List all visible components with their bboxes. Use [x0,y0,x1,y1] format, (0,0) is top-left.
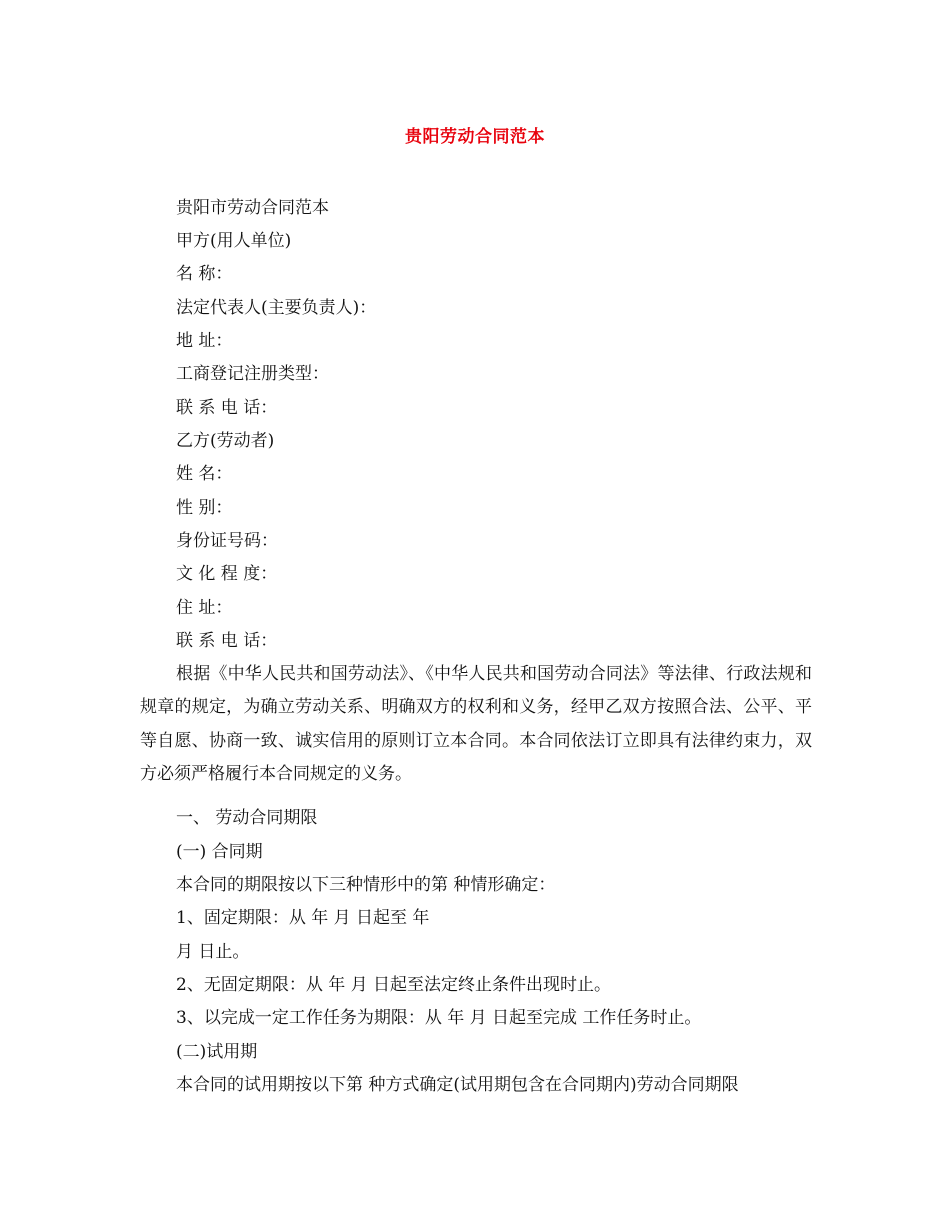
document-title: 贵阳劳动合同范本 [405,127,545,147]
header-line: 联 系 电 话： [176,631,278,651]
header-line: 身份证号码： [176,531,278,551]
body-line: 3、以完成一定工作任务为期限：从 年 月 日起至完成 工作任务时止。 [176,1008,702,1028]
subsection-heading: (一) 合同期 [176,842,263,862]
header-line: 联 系 电 话： [176,398,278,418]
body-line: 本合同的试用期按以下第 种方式确定(试用期包含在合同期内)劳动合同期限 [176,1075,739,1095]
subsection-heading: (二)试用期 [176,1042,258,1062]
header-line: 文 化 程 度： [176,564,278,584]
intro-paragraph: 根据《中华人民共和国劳动法》、《中华人民共和国劳动合同法》等法律、行政法规和规章的规定，为确立劳动关系、明确双方的权利和义务，经甲乙双方按照合法、公平、平等自愿、协商一致、诚实信用的原则订立本合同。本合同依法订立即具有法律约束力，双方必须严格履行本合同规定的义务。 [140,664,812,784]
header-line: 地 址： [176,331,233,351]
header-line: 甲方(用人单位) [176,231,292,251]
header-line: 乙方(劳动者) [176,431,275,451]
header-line: 贵阳市劳动合同范本 [176,198,329,218]
header-line: 工商登记注册类型： [176,364,329,384]
header-line: 法定代表人(主要负责人)： [176,298,377,318]
body-line: 月 日止。 [176,942,250,962]
header-line: 性 别： [176,498,233,518]
body-line: 本合同的期限按以下三种情形中的第 种情形确定： [176,875,556,895]
header-line: 姓 名： [176,464,233,484]
body-line: 2、无固定期限：从 年 月 日起至法定终止条件出现时止。 [176,975,612,995]
header-line: 名 称： [176,264,233,284]
body-line: 1、固定期限：从 年 月 日起至 年 [176,908,430,928]
section-heading: 一、 劳动合同期限 [176,808,318,828]
header-line: 住 址： [176,598,233,618]
